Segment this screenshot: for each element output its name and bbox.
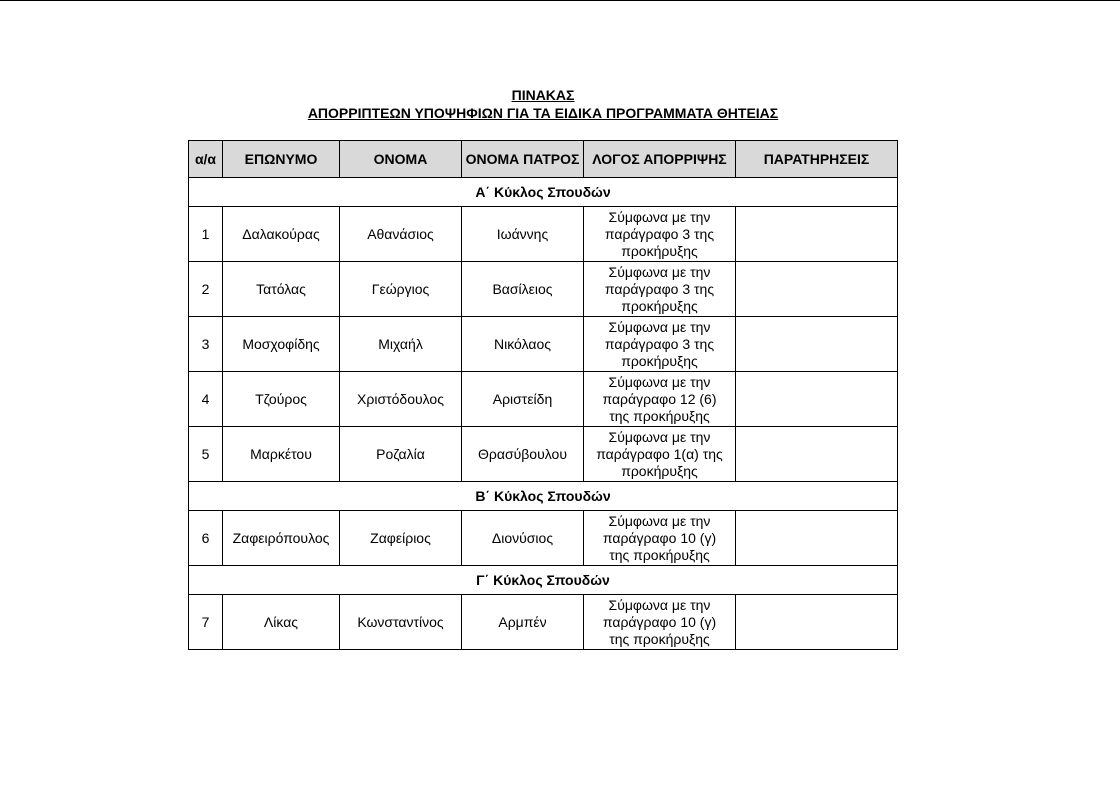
- table-row: [189, 262, 898, 317]
- cell-surname: Λίκας: [223, 595, 340, 650]
- cell-rejection-reason: [584, 372, 736, 427]
- cell-surname: Δαλακούρας: [223, 207, 340, 262]
- header-father-name: ΟΝΟΜΑ ΠΑΤΡΟΣ: [462, 141, 584, 178]
- cell-father-name: Νικόλαος: [462, 317, 584, 372]
- cell-name: Ζαφείριος: [340, 511, 462, 566]
- cell-rejection-reason: [584, 207, 736, 262]
- cell-surname: Μοσχοφίδης: [223, 317, 340, 372]
- cell-name: Αθανάσιος: [340, 207, 462, 262]
- table-row: [189, 511, 898, 566]
- cell-remarks: [736, 511, 898, 566]
- document-subtitle: ΑΠΟΡΡΙΠΤΕΩΝ ΥΠΟΨΗΦΙΩΝ ΓΙΑ ΤΑ ΕΙΔΙΚΑ ΠΡΟΓΡΑΜΜΑΤΑ ΘΗΤΕΙΑΣ: [307, 105, 779, 121]
- cell-name: Γεώργιος: [340, 262, 462, 317]
- cell-index: 2: [189, 262, 223, 317]
- page-top-rule: [0, 0, 1120, 1]
- header-rejection-reason: ΛΟΓΟΣ ΑΠΟΡΡΙΨΗΣ: [584, 141, 736, 178]
- cell-rejection-reason: [584, 262, 736, 317]
- cell-name: Μιχαήλ: [340, 317, 462, 372]
- reason-text: Σύμφωνα με την παράγραφο 3 της προκήρυξης: [604, 263, 715, 314]
- cell-remarks: [736, 317, 898, 372]
- reason-text: Σύμφωνα με την παράγραφο 12 (6) της προκήρυξης: [602, 373, 717, 424]
- table-row: [189, 427, 898, 482]
- group-label: Γ΄ Κύκλος Σπουδών: [189, 566, 898, 595]
- cell-surname: Τατόλας: [223, 262, 340, 317]
- cell-index: 4: [189, 372, 223, 427]
- header-index: α/α: [189, 141, 223, 178]
- cell-name: Χριστόδουλος: [340, 372, 462, 427]
- cell-father-name: Βασίλειος: [462, 262, 584, 317]
- cell-surname: [223, 511, 340, 566]
- cell-surname: Μαρκέτου: [223, 427, 340, 482]
- cell-rejection-reason: [584, 317, 736, 372]
- cell-remarks: [736, 427, 898, 482]
- cell-rejection-reason: [584, 595, 736, 650]
- header-name: ΟΝΟΜΑ: [340, 141, 462, 178]
- cell-remarks: [736, 207, 898, 262]
- cell-index: 1: [189, 207, 223, 262]
- cell-father-name: Διονύσιος: [462, 511, 584, 566]
- cell-index: 6: [189, 511, 223, 566]
- table-row: [189, 317, 898, 372]
- cell-rejection-reason: [584, 511, 736, 566]
- document-title: ΠΙΝΑΚΑΣ: [511, 87, 575, 103]
- cell-father-name: Αριστείδη: [462, 372, 584, 427]
- header-surname: ΕΠΩΝΥΜΟ: [223, 141, 340, 178]
- table-header-row: [189, 141, 898, 178]
- cell-index: 5: [189, 427, 223, 482]
- rejected-candidates-table: [188, 140, 898, 650]
- group-label: Β΄ Κύκλος Σπουδών: [189, 482, 898, 511]
- cell-father-name: Θρασύβουλου: [462, 427, 584, 482]
- reason-text: Σύμφωνα με την παράγραφο 10 (γ) της προκήρυξης: [602, 596, 717, 647]
- cell-remarks: [736, 372, 898, 427]
- cell-remarks: [736, 595, 898, 650]
- group-row-cycle-b: [189, 482, 898, 511]
- cell-name: Κωνσταντίνος: [340, 595, 462, 650]
- reason-text: Σύμφωνα με την παράγραφο 1(α) της προκήρυξης: [596, 428, 723, 479]
- cell-rejection-reason: [584, 427, 736, 482]
- cell-name: Ροζαλία: [340, 427, 462, 482]
- cell-father-name: Αρμπέν: [462, 595, 584, 650]
- group-row-cycle-a: [189, 178, 898, 207]
- reason-text: Σύμφωνα με την παράγραφο 3 της προκήρυξης: [604, 208, 715, 259]
- cell-surname: Τζούρος: [223, 372, 340, 427]
- group-row-cycle-c: [189, 566, 898, 595]
- cell-father-name: Ιωάννης: [462, 207, 584, 262]
- surname-text: Ζαφειρόπουλος: [232, 529, 330, 546]
- reason-text: Σύμφωνα με την παράγραφο 10 (γ) της προκήρυξης: [602, 512, 717, 563]
- table-row: [189, 372, 898, 427]
- cell-index: 3: [189, 317, 223, 372]
- header-remarks: ΠΑΡΑΤΗΡΗΣΕΙΣ: [736, 141, 898, 178]
- group-label: Α΄ Κύκλος Σπουδών: [189, 178, 898, 207]
- cell-remarks: [736, 262, 898, 317]
- table-row: [189, 595, 898, 650]
- reason-text: Σύμφωνα με την παράγραφο 3 της προκήρυξης: [604, 318, 715, 369]
- table-row: [189, 207, 898, 262]
- cell-index: 7: [189, 595, 223, 650]
